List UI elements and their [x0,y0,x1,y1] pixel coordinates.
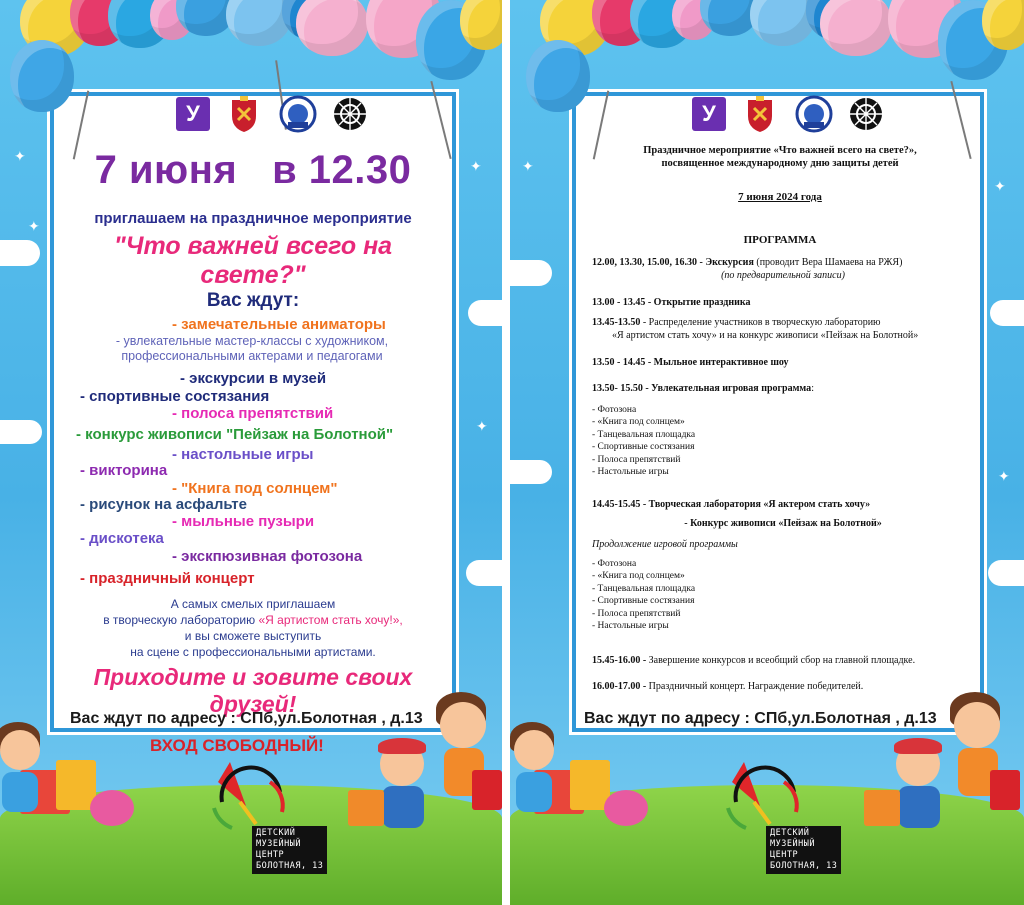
activity-item: - дискотека [80,530,164,547]
activity-item: - настольные игры [172,446,314,463]
address-text: Вас ждут по адресу : СПб,ул.Болотная , д.13 [70,710,423,727]
star-decoration: ✦ [476,419,488,435]
program-list-item: - Танцевальная площадка [592,429,696,440]
gift-box [348,790,384,826]
balloon-pink [820,0,892,56]
u-logo-icon: У [176,97,210,131]
program-list-item: - Настольные игры [592,621,669,632]
star-decoration: ✦ [470,159,482,175]
activity-item: - экскпюзивная фотозона [172,548,363,565]
come-slogan: Приходите и зовите своих друзей! [93,664,413,717]
program-list-item: - Полоса препятствий [592,454,681,465]
anniversary-logo-icon [794,94,834,134]
cloud-decoration [0,420,42,444]
crest-logo-icon [740,94,780,134]
program-game-heading: 13.50- 15.50 - Увлекательная игровая программа: [592,383,814,394]
activity-item: - "Книга под солнцем" [172,480,338,497]
program-list-item: - Фотозона [592,405,637,415]
program-contest: - Конкурс живописи «Пейзаж на Болотной» [684,518,882,529]
activity-item: - замечательные аниматоры [172,316,386,333]
kid-decoration [954,702,1000,748]
program-list-1 [592,404,972,478]
program-list-item: - Спортивные состязания [592,596,695,607]
awaits-heading: Вас ждут: [206,290,300,311]
cloud-decoration [466,560,502,586]
program-concert: 16.00-17.00 - Праздничный концерт. Награждение победителей. [592,681,864,692]
program-list-item: - «Книга под солнцем» [592,417,685,428]
activity-item: - спортивные состязания [80,388,270,405]
cloud-decoration [510,460,552,484]
program-date: 7 июня 2024 года [738,191,822,203]
program-soap-show: 13.50 - 14.45 - Мыльное интерактивное шоу [592,357,789,368]
program-distribution-line2: «Я артистом стать хочу» и на конкурс живописи «Пейзаж на Болотной» [612,330,919,341]
poster-right [510,0,1024,905]
cloud-decoration [990,300,1024,326]
program-heading: ПРОГРАММА [743,234,817,246]
kid-decoration [514,730,554,770]
event-title: "Что важней всего на свете?" [113,232,393,289]
program-finish: 15.45-16.00 - Завершение конкурсов и всеобщий сбор на главной площадке. [592,655,916,666]
star-decoration: ✦ [994,179,1006,195]
activity-item: - увлекательные мастер-классы с художником, профессиональными актерами и педагогами [115,334,389,363]
kid-decoration [382,786,424,828]
kid-decoration [378,738,426,754]
star-decoration: ✦ [14,149,26,165]
star-decoration: ✦ [28,219,40,235]
program-list-item: - «Книга под солнцем» [592,571,685,582]
activity-item: - праздничный концерт [80,570,255,587]
star-decoration: ✦ [522,159,534,175]
u-logo-icon: У [692,97,726,131]
balloon-pink [296,0,368,56]
brave-invite: А самых смелых приглашаем в творческую лабораторию «Я артистом стать хочу!», и вы сможете выступить на сцене с профессиональными артистами. [103,597,403,659]
activity-item: - викторина [80,462,168,479]
museum-sign: ДЕТСКИЙ МУЗЕЙНЫЙ ЦЕНТР БОЛОТНАЯ, 13 [766,826,841,874]
kid-decoration [516,772,552,812]
activity-item: - полоса препятствий [172,405,334,422]
program-list-item: - Фотозона [592,559,637,569]
star-decoration: ✦ [998,469,1010,485]
cloud-decoration [988,560,1024,586]
program-continuation: Продолжение игровой программы [592,539,738,550]
kid-decoration [898,786,940,828]
kid-decoration [0,730,40,770]
program-list-item: - Полоса препятствий [592,608,681,619]
program-opening: 13.00 - 13.45 - Открытие праздника [592,297,751,308]
program-list-2 [592,558,972,632]
program-excursion: 12.00, 13.30, 15.00, 16.30 - Экскурсия (проводит Вера Шамаева на РЖЯ) [592,257,903,268]
kid-decoration [440,702,486,748]
activity-item: - мыльные пузыри [172,513,315,530]
museum-sign: ДЕТСКИЙ МУЗЕЙНЫЙ ЦЕНТР БОЛОТНАЯ, 13 [252,826,327,874]
program-excursion-note: (по предварительной записи) [721,270,845,281]
program-list-item: - Танцевальная площадка [592,583,696,594]
free-entry-text: ВХОД СВОБОДНЫЙ! [150,736,324,755]
partner-logos [692,94,884,134]
address-text: Вас ждут по адресу : СПб,ул.Болотная , д.13 [584,710,937,727]
program-title: Праздничное мероприятие «Что важней всего на свете?», посвященное международному дню защиты детей [643,145,917,169]
cloud-decoration [468,300,502,326]
gift-box [90,790,134,826]
museum-mark-icon [724,762,804,832]
activity-item: - рисунок на асфальте [80,496,247,513]
gift-box [864,790,900,826]
program-list-item: - Настольные игры [592,467,669,478]
balloon-blue [10,40,74,112]
partner-logos [176,94,368,134]
program-lab: 14.45-15.45 - Творческая лаборатория «Я актером стать хочу» [592,499,871,510]
program-distribution: 13.45-13.50 - Распределение участников в творческую лабораторию [592,317,881,328]
crest-logo-icon [224,94,264,134]
cloud-decoration [0,240,40,266]
museum-round-logo-icon [848,96,884,132]
poster-left [0,0,502,905]
balloon-blue [526,40,590,112]
event-date-time: 7 июня в 12.30 [94,148,412,192]
invite-text: приглашаем на праздничное мероприятие [94,210,412,227]
museum-round-logo-icon [332,96,368,132]
poster-divider [502,0,510,905]
program-list-item: - Спортивные состязания [592,442,695,453]
anniversary-logo-icon [278,94,318,134]
museum-mark-icon [210,762,290,832]
gift-box [472,770,502,810]
kid-decoration [2,772,38,812]
gift-box [990,770,1020,810]
activity-item: - экскурсии в музей [180,370,327,387]
kid-decoration [894,738,942,754]
activity-item: - конкурс живописи "Пейзаж на Болотной" [76,426,394,443]
gift-box [604,790,648,826]
cloud-decoration [510,260,552,286]
